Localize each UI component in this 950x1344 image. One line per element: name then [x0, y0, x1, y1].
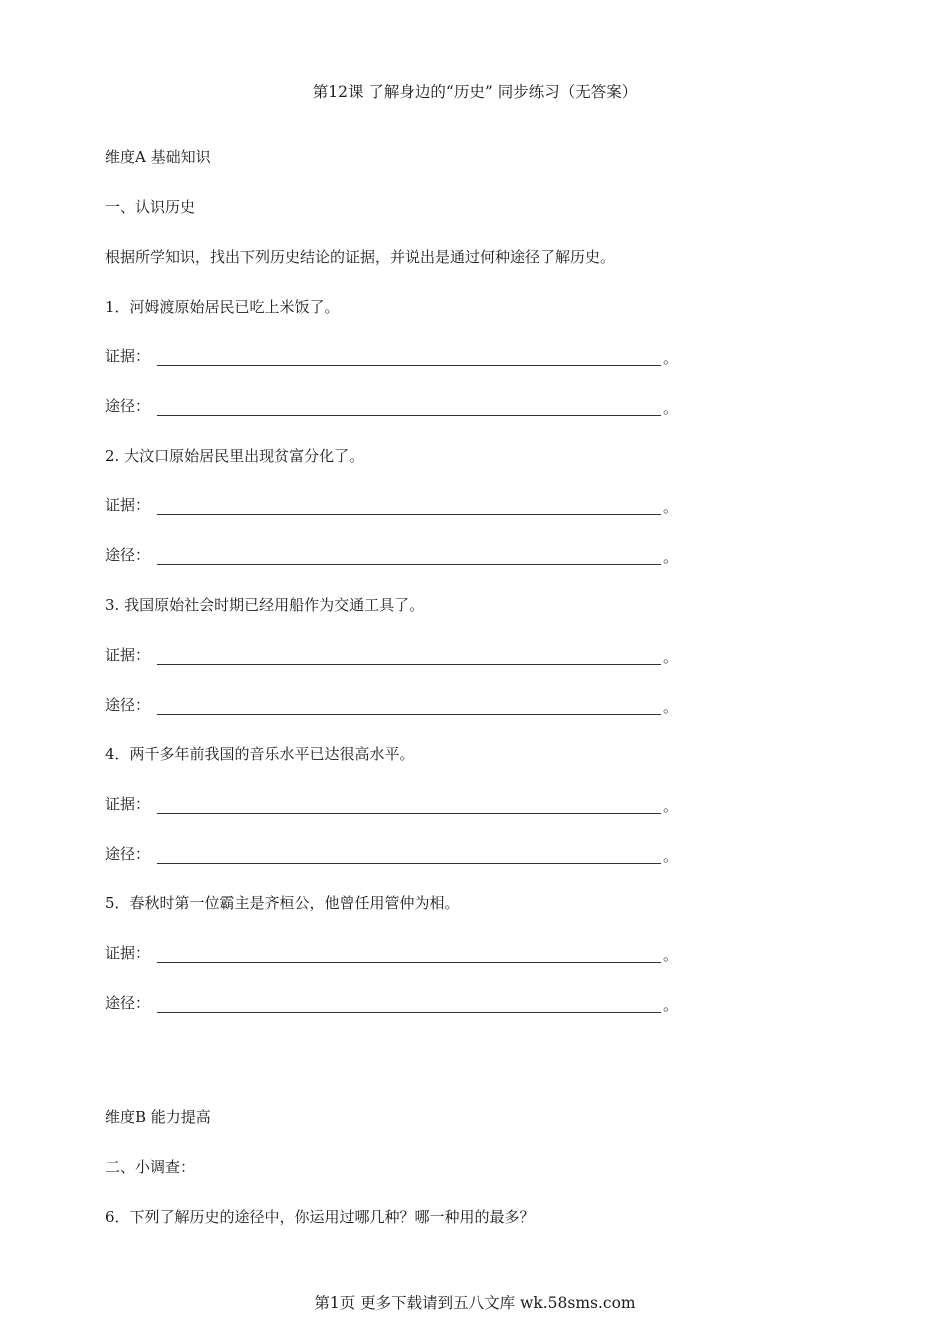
answer-blank[interactable] [157, 514, 661, 515]
q2-route-row[interactable] [105, 545, 679, 567]
answer-blank[interactable] [157, 415, 661, 416]
q4-evidence-row[interactable] [105, 794, 679, 816]
period: 。 [663, 399, 679, 417]
answer-blank[interactable] [157, 714, 661, 715]
answer-blank[interactable] [157, 1012, 661, 1013]
q3-route-row[interactable] [105, 695, 679, 717]
part-1-heading: 一、认识历史 [105, 198, 196, 216]
q5-evidence-row[interactable] [105, 943, 679, 965]
route-label: 途径： [105, 696, 151, 714]
answer-blank[interactable] [157, 664, 661, 665]
answer-blank[interactable] [157, 564, 661, 565]
route-label: 途径： [105, 994, 151, 1012]
q2-evidence-row[interactable] [105, 495, 679, 517]
period: 。 [663, 349, 679, 367]
section-b-heading: 维度B 能力提高 [105, 1108, 211, 1126]
question-3: 3. 我国原始社会时期已经用船作为交通工具了。 [105, 596, 425, 614]
question-4: 4．两千多年前我国的音乐水平已达很高水平。 [105, 745, 415, 763]
answer-blank[interactable] [157, 863, 661, 864]
q3-evidence-row[interactable] [105, 645, 679, 667]
q1-route-row[interactable] [105, 396, 679, 418]
evidence-label: 证据： [105, 795, 151, 813]
question-1: 1．河姆渡原始居民已吃上米饭了。 [105, 298, 340, 316]
route-label: 途径： [105, 397, 151, 415]
period: 。 [663, 698, 679, 716]
page-footer: 第1页 更多下载请到五八文库 wk.58sms.com [314, 1294, 636, 1312]
question-6: 6．下列了解历史的途径中，你运用过哪几种？哪一种用的最多？ [105, 1208, 535, 1226]
route-label: 途径： [105, 845, 151, 863]
evidence-label: 证据： [105, 646, 151, 664]
answer-blank[interactable] [157, 813, 661, 814]
evidence-label: 证据： [105, 944, 151, 962]
period: 。 [663, 946, 679, 964]
evidence-label: 证据： [105, 496, 151, 514]
period: 。 [663, 648, 679, 666]
question-2: 2. 大汶口原始居民里出现贫富分化了。 [105, 447, 365, 465]
q5-route-row[interactable] [105, 993, 679, 1015]
evidence-label: 证据： [105, 347, 151, 365]
period: 。 [663, 548, 679, 566]
period: 。 [663, 996, 679, 1014]
period: 。 [663, 498, 679, 516]
page-title: 第12课 了解身边的“历史” 同步练习（无答案） [312, 83, 638, 101]
q1-evidence-row[interactable] [105, 346, 679, 368]
answer-blank[interactable] [157, 365, 661, 366]
period: 。 [663, 797, 679, 815]
section-a-heading: 维度A 基础知识 [105, 148, 211, 166]
q4-route-row[interactable] [105, 844, 679, 866]
instruction-text: 根据所学知识，找出下列历史结论的证据，并说出是通过何种途径了解历史。 [105, 248, 616, 266]
answer-blank[interactable] [157, 962, 661, 963]
question-5: 5．春秋时第一位霸主是齐桓公，他曾任用管仲为相。 [105, 894, 460, 912]
period: 。 [663, 847, 679, 865]
part-2-heading: 二、小调查： [105, 1158, 196, 1176]
route-label: 途径： [105, 546, 151, 564]
